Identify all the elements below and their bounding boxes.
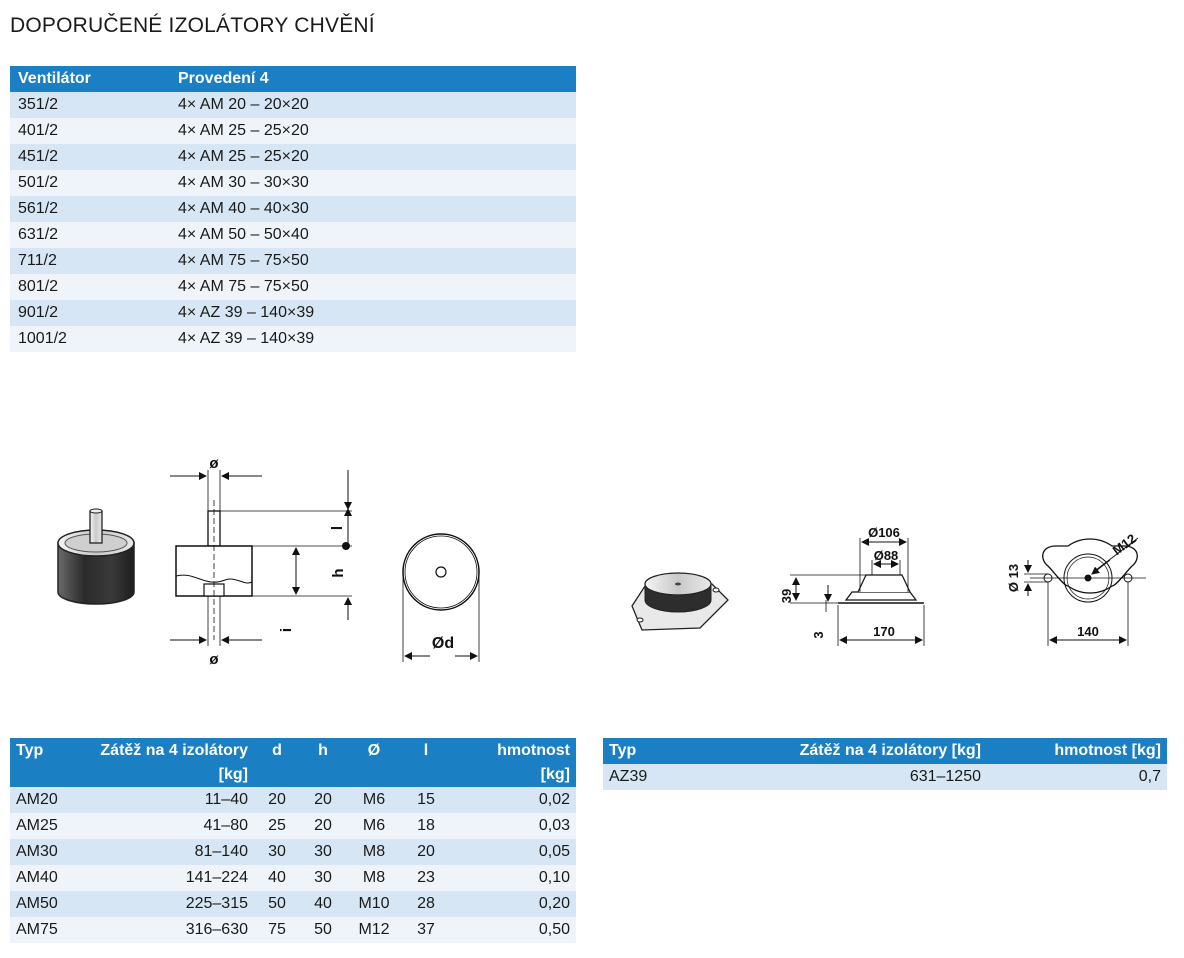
cell-d: 75: [254, 917, 300, 943]
am-isolator-3d-view: [58, 509, 134, 604]
az-isolator-3d-view: [632, 573, 728, 630]
fan-isolator-table: [10, 66, 576, 352]
mass-header-line1: hmotnost: [497, 742, 570, 759]
cell-mass: 0,10: [450, 865, 576, 891]
cell-l: 37: [402, 917, 450, 943]
am-i-label: i: [278, 627, 295, 633]
load-header-line2: [kg]: [218, 766, 248, 783]
cell-dia: M8: [346, 839, 402, 865]
page-title: DOPORUČENÉ IZOLÁTORY CHVĚNÍ: [10, 14, 375, 37]
am-l-label: l: [329, 525, 346, 531]
cell-version: 4× AM 50 – 50×40: [172, 222, 576, 248]
cell-type: AM25: [10, 813, 74, 839]
cell-load: 225–315: [74, 891, 254, 917]
column-header-type: Typ: [10, 738, 74, 787]
isolator-drawings: [0, 420, 1184, 680]
table-row: [10, 917, 576, 943]
table-row: [10, 813, 576, 839]
cell-h: 20: [300, 813, 346, 839]
cell-fan: 351/2: [10, 92, 172, 118]
am-dia-top-label: ø: [209, 455, 219, 472]
cell-fan: 451/2: [10, 144, 172, 170]
az-isolator-table: [603, 738, 1167, 790]
cell-l: 23: [402, 865, 450, 891]
table-row: [10, 118, 576, 144]
table-row: [10, 222, 576, 248]
cell-h: 20: [300, 787, 346, 813]
cell-dia: M12: [346, 917, 402, 943]
am-d-label: Ød: [431, 635, 455, 652]
cell-d: 25: [254, 813, 300, 839]
column-header-mass: hmotnost [kg]: [987, 738, 1167, 764]
table-row: [10, 248, 576, 274]
cell-dia: M6: [346, 813, 402, 839]
az-d13-label: Ø 13: [1006, 563, 1021, 593]
cell-version: 4× AM 25 – 25×20: [172, 144, 576, 170]
cell-fan: 561/2: [10, 196, 172, 222]
cell-fan: 711/2: [10, 248, 172, 274]
cell-load: 141–224: [74, 865, 254, 891]
cell-mass: 0,05: [450, 839, 576, 865]
cell-d: 50: [254, 891, 300, 917]
column-header-version: Provedení 4: [172, 66, 576, 92]
cell-version: 4× AM 75 – 75×50: [172, 248, 576, 274]
cell-load: 41–80: [74, 813, 254, 839]
cell-type: AZ39: [603, 764, 735, 790]
cell-version: 4× AM 25 – 25×20: [172, 118, 576, 144]
cell-fan: 801/2: [10, 274, 172, 300]
cell-h: 40: [300, 891, 346, 917]
cell-dia: M10: [346, 891, 402, 917]
cell-load: 316–630: [74, 917, 254, 943]
column-header-mass: [450, 738, 576, 787]
cell-version: 4× AZ 39 – 140×39: [172, 326, 576, 352]
az-w170-label: 170: [873, 624, 895, 639]
cell-d: 30: [254, 839, 300, 865]
table-row: [10, 326, 576, 352]
column-header-fan: Ventilátor: [10, 66, 172, 92]
table-row: [10, 170, 576, 196]
table-header-row: [603, 738, 1167, 764]
am-h-label: h: [330, 568, 347, 578]
az-w140-label: 140: [1077, 624, 1099, 639]
column-header-d: d: [254, 738, 300, 787]
am-isolator-side-view: [170, 470, 352, 646]
cell-type: AM50: [10, 891, 74, 917]
table-header-row: [10, 738, 576, 787]
cell-version: 4× AM 40 – 40×30: [172, 196, 576, 222]
cell-fan: 1001/2: [10, 326, 172, 352]
cell-mass: 0,20: [450, 891, 576, 917]
cell-type: AM30: [10, 839, 74, 865]
cell-load: 11–40: [74, 787, 254, 813]
table-row: [10, 865, 576, 891]
az-d106-label: Ø106: [868, 525, 900, 540]
table-row: [603, 764, 1167, 790]
table-header-row: [10, 66, 576, 92]
az-isolator-side-view: [790, 538, 924, 646]
column-header-load: [74, 738, 254, 787]
table-row: [10, 891, 576, 917]
cell-load: 81–140: [74, 839, 254, 865]
cell-fan: 631/2: [10, 222, 172, 248]
cell-h: 50: [300, 917, 346, 943]
cell-mass: 0,50: [450, 917, 576, 943]
am-isolator-table: [10, 738, 576, 943]
cell-mass: 0,7: [987, 764, 1167, 790]
cell-l: 28: [402, 891, 450, 917]
column-header-l: l: [402, 738, 450, 787]
cell-load: 631–1250: [735, 764, 987, 790]
cell-type: AM40: [10, 865, 74, 891]
cell-fan: 501/2: [10, 170, 172, 196]
cell-h: 30: [300, 839, 346, 865]
column-header-dia: Ø: [346, 738, 402, 787]
cell-version: 4× AM 20 – 20×20: [172, 92, 576, 118]
cell-l: 15: [402, 787, 450, 813]
cell-mass: 0,02: [450, 787, 576, 813]
cell-l: 18: [402, 813, 450, 839]
cell-type: AM75: [10, 917, 74, 943]
load-header-line1: Zátěž na 4 izolátory: [100, 742, 248, 759]
table-row: [10, 300, 576, 326]
cell-d: 40: [254, 865, 300, 891]
table-row: [10, 144, 576, 170]
az-h39-label: 39: [779, 588, 794, 604]
cell-dia: M8: [346, 865, 402, 891]
table-row: [10, 274, 576, 300]
table-row: [10, 839, 576, 865]
cell-l: 20: [402, 839, 450, 865]
cell-version: 4× AM 75 – 75×50: [172, 274, 576, 300]
cell-fan: 401/2: [10, 118, 172, 144]
cell-fan: 901/2: [10, 300, 172, 326]
table-row: [10, 92, 576, 118]
table-row: [10, 196, 576, 222]
column-header-h: h: [300, 738, 346, 787]
mass-header-line2: [kg]: [540, 766, 570, 783]
cell-mass: 0,03: [450, 813, 576, 839]
az-m12-label: M12: [1109, 530, 1139, 559]
table-row: [10, 787, 576, 813]
az-d88-label: Ø88: [873, 548, 899, 563]
az-h3-label: 3: [811, 631, 826, 639]
cell-dia: M6: [346, 787, 402, 813]
cell-version: 4× AZ 39 – 140×39: [172, 300, 576, 326]
cell-version: 4× AM 30 – 30×30: [172, 170, 576, 196]
cell-type: AM20: [10, 787, 74, 813]
cell-d: 20: [254, 787, 300, 813]
column-header-load: Zátěž na 4 izolátory [kg]: [735, 738, 987, 764]
cell-h: 30: [300, 865, 346, 891]
am-dia-bottom-label: ø: [209, 651, 219, 668]
column-header-type: Typ: [603, 738, 735, 764]
